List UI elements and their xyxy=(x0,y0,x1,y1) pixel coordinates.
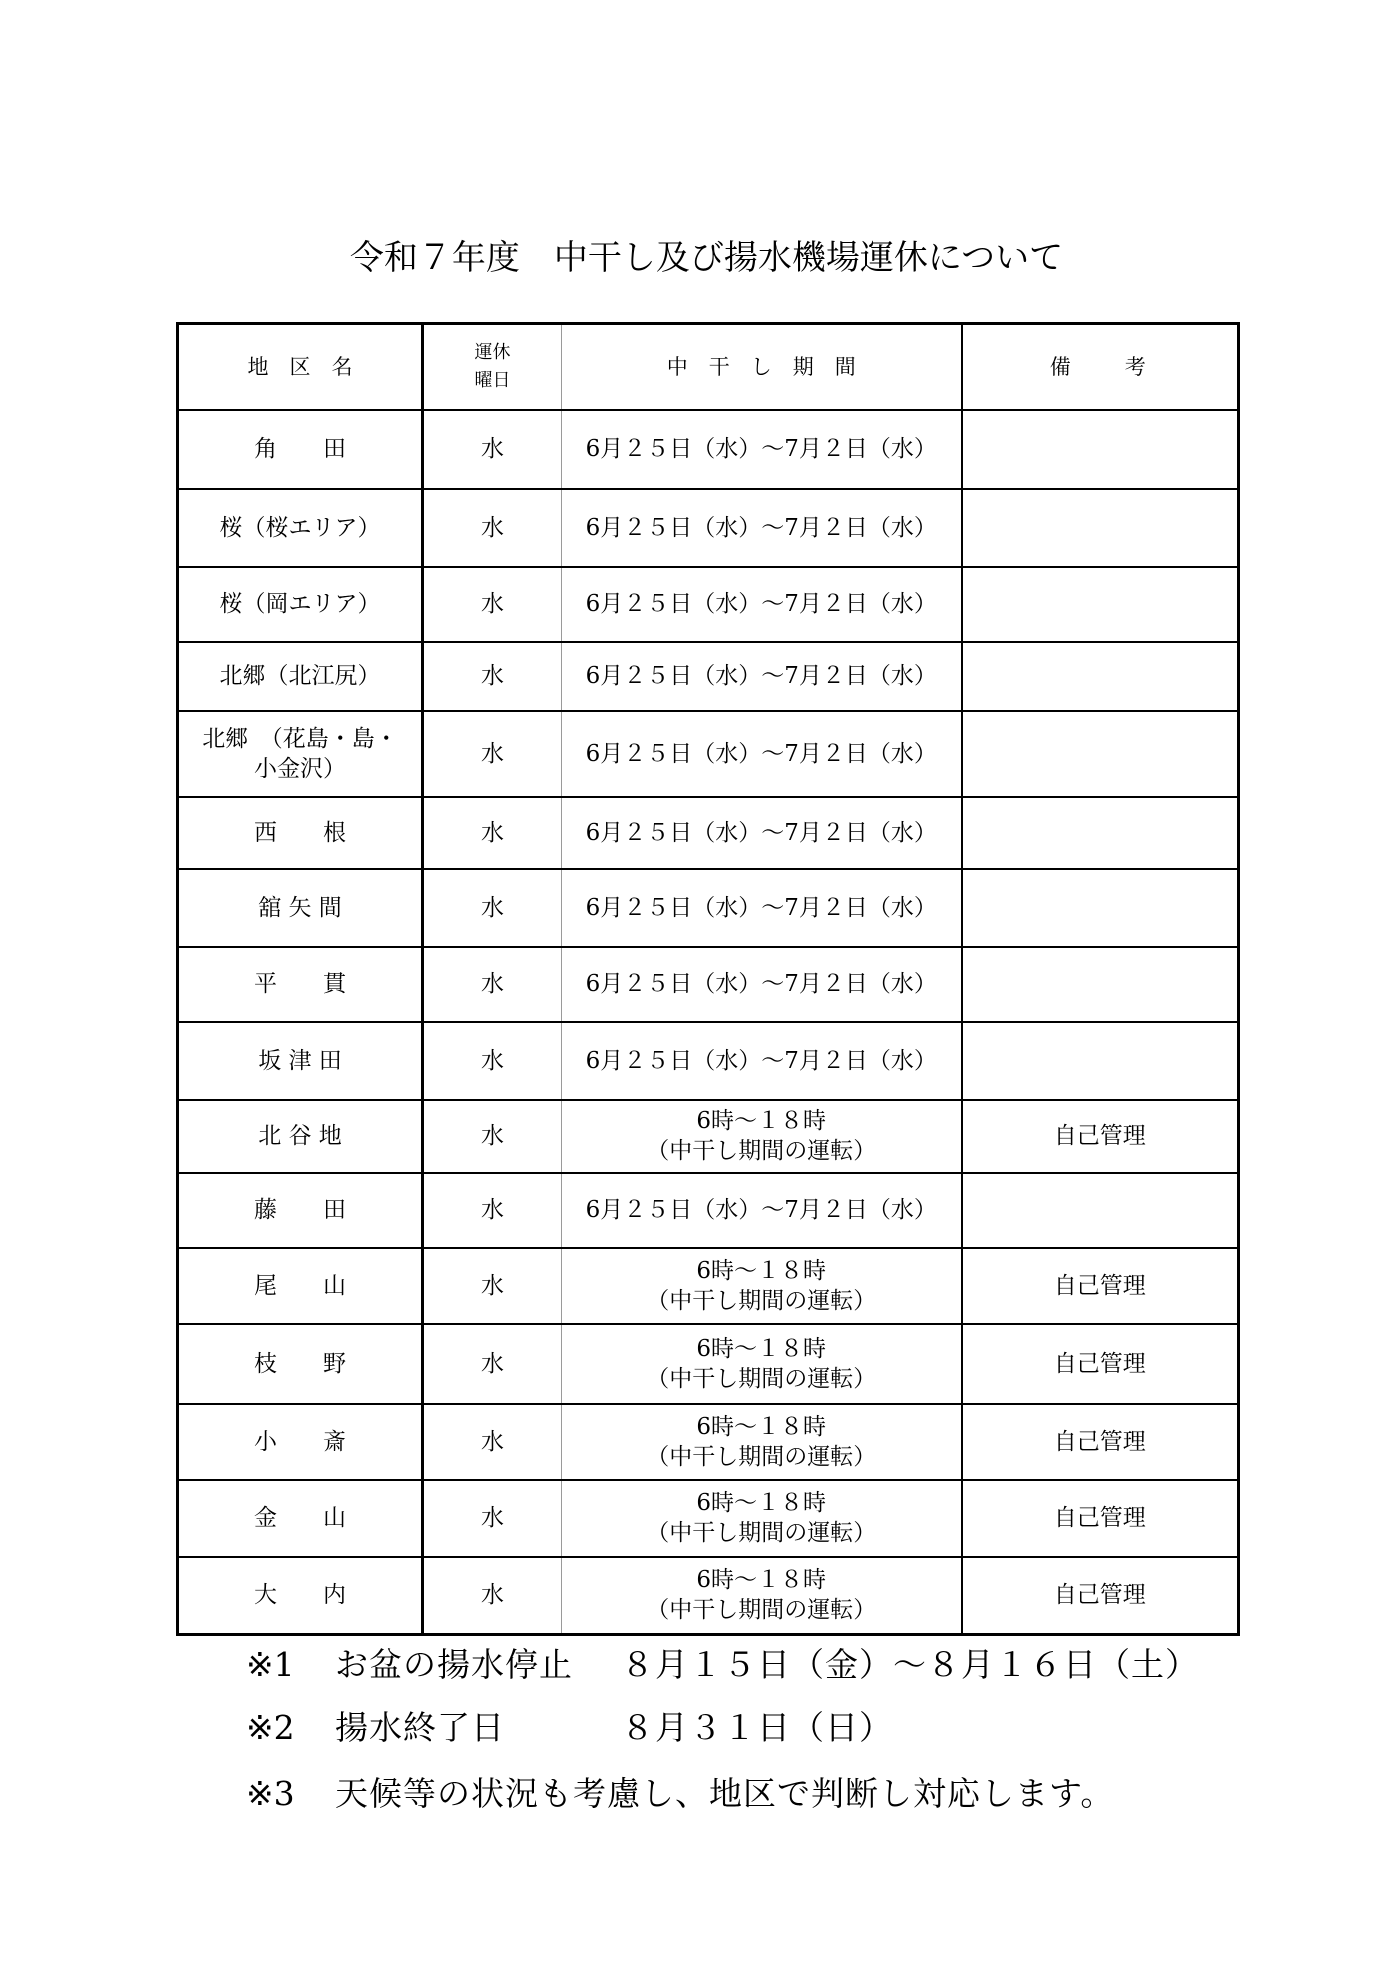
table-row xyxy=(178,1022,1239,1100)
table-row xyxy=(178,1557,1239,1635)
remarks-cell: 自己管理 xyxy=(962,1557,1239,1635)
closed-day-cell: 水 xyxy=(423,711,562,797)
closed-day-cell: 水 xyxy=(423,567,562,642)
remarks-cell xyxy=(962,567,1239,642)
closed-day-cell: 水 xyxy=(423,1480,562,1557)
table-row xyxy=(178,567,1239,642)
district-cell: 平 貫 xyxy=(178,947,423,1022)
district-cell: 坂 津 田 xyxy=(178,1022,423,1100)
district-cell: 枝 野 xyxy=(178,1324,423,1404)
header-remarks: 備 考 xyxy=(962,324,1239,410)
remarks-cell xyxy=(962,869,1239,947)
note-1 xyxy=(0,1644,1400,1686)
period-cell: 6月２５日（水）～7月２日（水） xyxy=(562,642,962,711)
period-cell: 6時～１８時 （中干し期間の運転） xyxy=(562,1324,962,1404)
district-cell: 桜（桜エリア） xyxy=(178,489,423,567)
table-row xyxy=(178,1248,1239,1324)
period-cell: 6月２５日（水）～7月２日（水） xyxy=(562,489,962,567)
closed-day-cell: 水 xyxy=(423,1557,562,1635)
period-cell: 6月２５日（水）～7月２日（水） xyxy=(562,947,962,1022)
note-text: 天候等の状況も考慮し、地区で判断し対応します。 xyxy=(335,1774,1115,1813)
table-row xyxy=(178,947,1239,1022)
closed-day-cell: 水 xyxy=(423,1173,562,1248)
table-row xyxy=(178,410,1239,489)
remarks-cell xyxy=(962,642,1239,711)
district-cell: 大 内 xyxy=(178,1557,423,1635)
page-title: 令和７年度 中干し及び揚水機場運休について xyxy=(349,238,1064,278)
header-district: 地 区 名 xyxy=(178,324,423,410)
period-cell: 6時～１８時 （中干し期間の運転） xyxy=(562,1480,962,1557)
closed-day-cell: 水 xyxy=(423,1100,562,1173)
district-cell: 北郷（北江尻） xyxy=(178,642,423,711)
district-cell: 西 根 xyxy=(178,797,423,869)
header-period: 中 干 し 期 間 xyxy=(562,324,962,410)
note-label: 揚水終了日 xyxy=(335,1708,505,1747)
closed-day-cell: 水 xyxy=(423,1022,562,1100)
period-cell: 6月２５日（水）～7月２日（水） xyxy=(562,869,962,947)
table-row xyxy=(178,1100,1239,1173)
remarks-cell: 自己管理 xyxy=(962,1100,1239,1173)
remarks-cell xyxy=(962,1173,1239,1248)
note-mark: ※2 xyxy=(246,1708,295,1747)
note-mark: ※1 xyxy=(246,1645,295,1684)
note-value: ８月１５日（金）～８月１６日（土） xyxy=(621,1645,1199,1684)
district-cell: 北郷 （花島・島・ 小金沢） xyxy=(178,711,423,797)
schedule-table xyxy=(176,322,1240,1636)
district-cell: 藤 田 xyxy=(178,1173,423,1248)
closed-day-cell: 水 xyxy=(423,1324,562,1404)
table-row xyxy=(178,489,1239,567)
table-row xyxy=(178,1480,1239,1557)
remarks-cell xyxy=(962,489,1239,567)
remarks-cell xyxy=(962,797,1239,869)
remarks-cell: 自己管理 xyxy=(962,1404,1239,1480)
district-cell: 小 斎 xyxy=(178,1404,423,1480)
district-cell: 尾 山 xyxy=(178,1248,423,1324)
table-row xyxy=(178,642,1239,711)
district-cell: 舘 矢 間 xyxy=(178,869,423,947)
period-cell: 6時～１８時 （中干し期間の運転） xyxy=(562,1248,962,1324)
district-cell: 角 田 xyxy=(178,410,423,489)
remarks-cell: 自己管理 xyxy=(962,1480,1239,1557)
closed-day-cell: 水 xyxy=(423,410,562,489)
header-closed-day: 運休 曜日 xyxy=(423,324,562,410)
closed-day-cell: 水 xyxy=(423,642,562,711)
closed-day-cell: 水 xyxy=(423,869,562,947)
district-cell: 北 谷 地 xyxy=(178,1100,423,1173)
note-3 xyxy=(0,1773,1400,1815)
note-2 xyxy=(0,1707,1400,1749)
closed-day-cell: 水 xyxy=(423,797,562,869)
table-row xyxy=(178,711,1239,797)
closed-day-cell: 水 xyxy=(423,489,562,567)
remarks-cell xyxy=(962,947,1239,1022)
period-cell: 6月２５日（水）～7月２日（水） xyxy=(562,567,962,642)
table-row xyxy=(178,1324,1239,1404)
note-mark: ※3 xyxy=(246,1774,295,1813)
remarks-cell: 自己管理 xyxy=(962,1248,1239,1324)
period-cell: 6月２５日（水）～7月２日（水） xyxy=(562,1173,962,1248)
district-cell: 金 山 xyxy=(178,1480,423,1557)
closed-day-cell: 水 xyxy=(423,947,562,1022)
remarks-cell: 自己管理 xyxy=(962,1324,1239,1404)
district-cell: 桜（岡エリア） xyxy=(178,567,423,642)
table-row xyxy=(178,1404,1239,1480)
remarks-cell xyxy=(962,410,1239,489)
table-row xyxy=(178,869,1239,947)
note-value: ８月３１日（日） xyxy=(621,1708,893,1747)
table-row xyxy=(178,1173,1239,1248)
period-cell: 6月２５日（水）～7月２日（水） xyxy=(562,797,962,869)
period-cell: 6月２５日（水）～7月２日（水） xyxy=(562,711,962,797)
remarks-cell xyxy=(962,1022,1239,1100)
period-cell: 6時～１８時 （中干し期間の運転） xyxy=(562,1404,962,1480)
table-row xyxy=(178,797,1239,869)
period-cell: 6月２５日（水）～7月２日（水） xyxy=(562,410,962,489)
closed-day-cell: 水 xyxy=(423,1248,562,1324)
table-header-row xyxy=(178,324,1239,410)
period-cell: 6月２５日（水）～7月２日（水） xyxy=(562,1022,962,1100)
period-cell: 6時～１８時 （中干し期間の運転） xyxy=(562,1557,962,1635)
period-cell: 6時～１８時 （中干し期間の運転） xyxy=(562,1100,962,1173)
note-label: お盆の揚水停止 xyxy=(335,1645,573,1684)
remarks-cell xyxy=(962,711,1239,797)
closed-day-cell: 水 xyxy=(423,1404,562,1480)
